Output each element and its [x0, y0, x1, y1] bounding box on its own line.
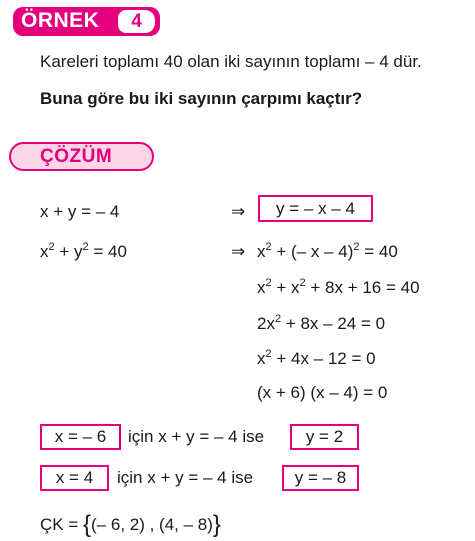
highlight-box-x2: x = 4	[40, 465, 109, 491]
highlight-box-y: y = – x – 4	[258, 195, 373, 222]
right-brace: }	[212, 511, 221, 538]
equation-sum: x + y = – 4	[40, 202, 120, 221]
solution-label: ÇÖZÜM	[40, 146, 113, 167]
question-text: Kareleri toplamı 40 olan iki sayının toplamı – 4 dür.	[40, 52, 422, 71]
example-number: 4	[131, 11, 142, 32]
highlight-box-y1: y = 2	[290, 424, 359, 450]
left-brace: {	[83, 511, 92, 538]
simplified-step: $2x^2 + 8x - 24 = 0$	[257, 313, 386, 333]
highlight-box-y2: y = – 8	[282, 465, 359, 491]
implies-arrow: ⇒	[231, 242, 246, 261]
substitution-step: $x^2$ + (– x – 4)$^2$ = 40	[257, 241, 398, 261]
case2-text: için x + y = – 4 ise	[117, 468, 254, 487]
reduced-step: $x^2 + 4x - 12 = 0$	[257, 348, 376, 368]
case1-text: için x + y = – 4 ise	[128, 427, 265, 446]
equation-squares: $x^2 + y^2 = 40$	[40, 241, 127, 261]
highlight-box-x1: x = – 6	[40, 424, 121, 450]
example-label: ÖRNEK	[21, 9, 100, 32]
implies-arrow: ⇒	[231, 202, 246, 221]
expansion-step: $x^2 + x^2 + 8x + 16 = 40$	[257, 277, 420, 297]
solution-set: ÇK = {(– 6, 2) , (4, – 8)}	[40, 511, 221, 538]
factored-step: (x + 6) (x – 4) = 0	[257, 383, 388, 402]
question-prompt: Buna göre bu iki sayının çarpımı kaçtır?	[40, 89, 363, 108]
